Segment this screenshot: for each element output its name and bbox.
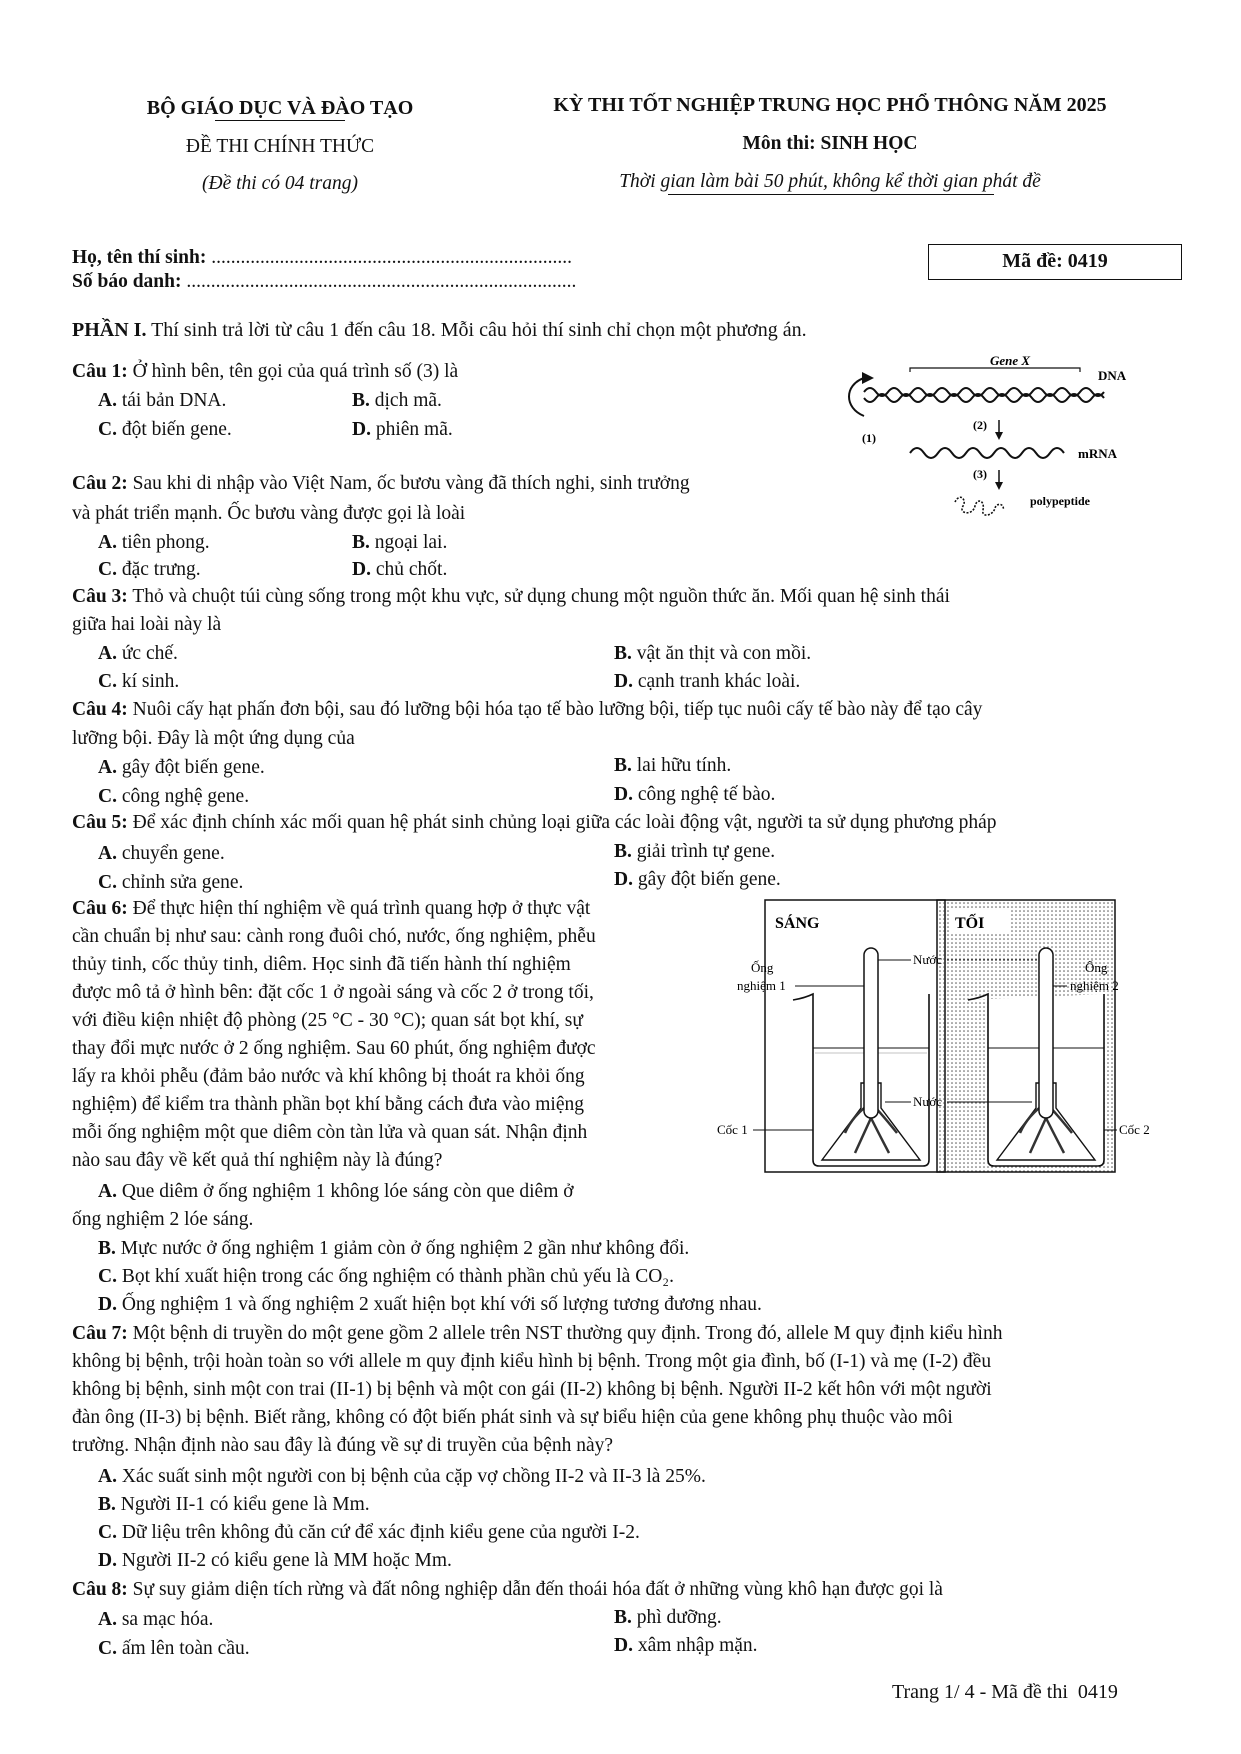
question-label: Câu 7: [72, 1323, 128, 1344]
exam-code-label: Mã đề: [1002, 250, 1063, 272]
tube-2-label-line2: nghiệm 2 [1070, 978, 1119, 993]
gene-x-label: Gene X [990, 353, 1031, 368]
pages-note: (Đề thi có 04 trang) [202, 173, 358, 194]
question-stem: Để xác định chính xác mối quan hệ phát sinh chủng loại giữa các loài động vật, người ta sử dụng phương pháp [132, 812, 997, 833]
question-stem-line: nào sau đây về kết quả thí nghiệm này là đúng? [72, 1150, 443, 1171]
step-2-label: (2) [973, 418, 987, 432]
option-c[interactable]: C. Bọt khí xuất hiện trong các ống nghiệm có thành phần chủ yếu là CO₂. [98, 1266, 674, 1287]
option-b[interactable]: B. Mực nước ở ống nghiệm 1 giảm còn ở ống nghiệm 2 gần như không đổi. [98, 1238, 690, 1259]
option-a[interactable]: A. tái bản DNA. [98, 390, 227, 411]
part1-instruction [72, 318, 807, 342]
question-label: Câu 1: [72, 361, 128, 382]
question-label: Câu 6: [72, 898, 128, 919]
question-stem-line: thủy tinh, cốc thủy tinh, diêm. Học sinh đã tiến hành thí nghiệm [72, 954, 571, 975]
option-a[interactable]: A. Xác suất sinh một người con bị bệnh của cặp vợ chồng II-2 và II-3 là 25%. [98, 1466, 706, 1487]
question-5 [72, 811, 997, 834]
candidate-id-dots[interactable]: ................................................................................ [186, 271, 577, 292]
question-stem-line: đàn ông (II-3) bị bệnh. Biết rằng, không có đột biến phát sinh và sự biểu hiện của gene không phụ thuộc vào môi [72, 1407, 953, 1428]
option-a[interactable]: A. gây đột biến gene. [98, 757, 265, 778]
dna-label: DNA [1098, 368, 1127, 383]
option-d[interactable]: D. xâm nhập mặn. [614, 1635, 758, 1656]
option-a[interactable]: A. tiên phong. [98, 532, 210, 553]
question-6 [72, 897, 590, 920]
option-a[interactable]: A. Que diêm ở ống nghiệm 1 không lóe sáng còn que diêm ở [98, 1181, 574, 1202]
option-b[interactable]: B. phì dưỡng. [614, 1607, 722, 1628]
time-note-underline [668, 194, 994, 195]
option-d[interactable]: D. Ống nghiệm 1 và ống nghiệm 2 xuất hiện bọt khí với số lượng tương đương nhau. [98, 1294, 762, 1315]
option-c[interactable]: C. ấm lên toàn cầu. [98, 1638, 250, 1659]
step-1-label: (1) [862, 431, 876, 445]
option-d[interactable]: D. chủ chốt. [352, 559, 448, 580]
exam-title: KỲ THI TỐT NGHIỆP TRUNG HỌC PHỔ THÔNG NĂM 2025 [553, 94, 1107, 116]
water-top-label: Nước [913, 952, 943, 967]
option-b[interactable]: B. ngoại lai. [352, 532, 448, 553]
official-label: ĐỀ THI CHÍNH THỨC [185, 136, 375, 157]
tube-1-label-line2: nghiệm 1 [737, 978, 786, 993]
tube-1-label-line1: Ống [751, 960, 774, 975]
question-stem: Sau khi di nhập vào Việt Nam, ốc bươu vàng đã thích nghi, sinh trưởng [132, 473, 690, 494]
step-3-label: (3) [973, 467, 987, 481]
question-stem-line: thay đổi mực nước ở 2 ống nghiệm. Sau 60 phút, ống nghiệm được [72, 1038, 596, 1059]
question-stem: Để thực hiện thí nghiệm về quá trình quang hợp ở thực vật [132, 898, 591, 919]
question-stem-line: được mô tả ở hình bên: đặt cốc 1 ở ngoài sáng và cốc 2 ở trong tối, [72, 982, 594, 1003]
option-d[interactable]: D. công nghệ tế bào. [614, 784, 776, 805]
candidate-id-line [72, 270, 576, 293]
subject-name: SINH HỌC [820, 133, 918, 154]
tube-2 [1039, 948, 1053, 1118]
question-stem-line: không bị bệnh, sinh một con trai (II-1) bị bệnh và một con gái (II-2) không bị bệnh. Người II-2 kết hôn với một người [72, 1379, 992, 1400]
central-dogma-figure [840, 350, 1170, 530]
tube-1 [864, 948, 878, 1118]
question-stem-line: và phát triển mạnh. Ốc bươu vàng được gọi là loài [72, 503, 466, 524]
question-stem: Nuôi cấy hạt phấn đơn bội, sau đó lưỡng bội hóa tạo tế bào lưỡng bội, tiếp tục nuôi cấy tế bào này để tạo cây [132, 699, 983, 720]
question-stem-line: lấy ra khỏi phễu (đảm bảo nước và khí không bị thoát ra khỏi ống [72, 1066, 585, 1087]
option-a[interactable]: A. ức chế. [98, 643, 178, 664]
ministry-name: BỘ GIÁO DỤC VÀ ĐÀO TẠO [146, 97, 414, 119]
option-d[interactable]: D. cạnh tranh khác loài. [614, 671, 801, 692]
cup-1-label: Cốc 1 [717, 1122, 748, 1137]
question-label: Câu 5: [72, 812, 128, 833]
exam-code-box [928, 244, 1182, 280]
candidate-id-label: Số báo danh: [72, 271, 182, 292]
question-stem: Sự suy giảm diện tích rừng và đất nông nghiệp dẫn đến thoái hóa đất ở những vùng khô hạn được gọi là [132, 1579, 943, 1600]
candidate-name-label: Họ, tên thí sinh: [72, 247, 207, 268]
question-stem-line: nghiệm) để kiểm tra thành phần bọt khí bằng cách đưa vào miệng [72, 1094, 584, 1115]
candidate-name-line [72, 246, 572, 269]
ministry-underline [215, 120, 345, 121]
option-c[interactable]: C. Dữ liệu trên không đủ căn cứ để xác định kiểu gene của người I-2. [98, 1522, 640, 1543]
mrna-label: mRNA [1078, 446, 1117, 461]
option-c[interactable]: C. kí sinh. [98, 671, 180, 692]
part1-label: PHẦN I. [72, 319, 147, 341]
subject-line [500, 132, 1160, 155]
question-stem-line: không bị bệnh, trội hoàn toàn so với allele m quy định kiểu hình bị bệnh. Trong một gia đình, bố (I-1) và mẹ (I-2) đều [72, 1351, 992, 1372]
question-label: Câu 4: [72, 699, 128, 720]
option-c[interactable]: C. chỉnh sửa gene. [98, 872, 244, 893]
candidate-name-dots[interactable]: .......................................................................... [211, 247, 572, 268]
question-stem-line: giữa hai loài này là [72, 614, 222, 635]
option-b[interactable]: B. Người II-1 có kiểu gene là Mm. [98, 1494, 370, 1515]
cup-2-label: Cốc 2 [1119, 1122, 1150, 1137]
option-a[interactable]: A. chuyển gene. [98, 843, 225, 864]
option-c[interactable]: C. công nghệ gene. [98, 786, 250, 807]
question-label: Câu 2: [72, 473, 128, 494]
part1-text: Thí sinh trả lời từ câu 1 đến câu 18. Mỗi câu hỏi thí sinh chỉ chọn một phương án. [151, 319, 807, 341]
option-b[interactable]: B. vật ăn thịt và con mồi. [614, 643, 812, 664]
option-d[interactable]: D. phiên mã. [352, 419, 453, 440]
option-a[interactable]: A. sa mạc hóa. [98, 1609, 214, 1630]
experiment-figure [715, 898, 1155, 1183]
question-8 [72, 1578, 943, 1601]
question-stem-line: với điều kiện nhiệt độ phòng (25 °C - 30 °C); quan sát bọt khí, sự [72, 1010, 583, 1031]
subject-label: Môn thi: [742, 133, 816, 154]
question-label: Câu 8: [72, 1579, 128, 1600]
option-d[interactable]: D. Người II-2 có kiểu gene là MM hoặc Mm. [98, 1550, 452, 1571]
option-b[interactable]: B. dịch mã. [352, 390, 442, 411]
question-stem: Ở hình bên, tên gọi của quá trình số (3) là [132, 361, 459, 382]
option-c[interactable]: C. đột biến gene. [98, 419, 232, 440]
water-mid-label: Nước [913, 1094, 943, 1109]
question-2 [72, 472, 690, 495]
question-stem: Thỏ và chuột túi cùng sống trong một khu vực, sử dụng chung một nguồn thức ăn. Mối quan hệ sinh thái [132, 586, 950, 607]
question-stem-line: lưỡng bội. Đây là một ứng dụng của [72, 728, 355, 749]
question-3 [72, 585, 950, 608]
question-stem: Một bệnh di truyền do một gene gồm 2 allele trên NST thường quy định. Trong đó, allele M quy định kiểu hình [132, 1323, 1003, 1344]
dark-label: TỐI [955, 915, 985, 932]
tube-2-label-line1: Ống [1085, 960, 1108, 975]
question-stem-line: trường. Nhận định nào sau đây là đúng về sự di truyền của bệnh này? [72, 1435, 614, 1456]
option-b[interactable]: B. lai hữu tính. [614, 755, 732, 776]
question-stem-line: mỗi ống nghiệm một que diêm còn tàn lửa và quan sát. Nhận định [72, 1122, 588, 1143]
time-note: Thời gian làm bài 50 phút, không kể thời gian phát đề [619, 171, 1041, 192]
polypeptide-label: polypeptide [1030, 494, 1091, 508]
question-7 [72, 1322, 1002, 1345]
option-b[interactable]: B. giải trình tự gene. [614, 841, 776, 862]
question-1 [72, 360, 458, 383]
option-a-continuation: ống nghiệm 2 lóe sáng. [72, 1209, 254, 1230]
exam-code: 0419 [1067, 250, 1108, 272]
option-c[interactable]: C. đặc trưng. [98, 559, 201, 580]
option-d[interactable]: D. gây đột biến gene. [614, 869, 781, 890]
question-4 [72, 698, 982, 721]
light-label: SÁNG [775, 915, 820, 932]
question-label: Câu 3: [72, 586, 128, 607]
question-stem-line: cần chuẩn bị như sau: cành rong đuôi chó, nước, ống nghiệm, phễu [72, 926, 596, 947]
page-footer: Trang 1/ 4 - Mã đề thi 0419 [892, 1681, 1118, 1703]
